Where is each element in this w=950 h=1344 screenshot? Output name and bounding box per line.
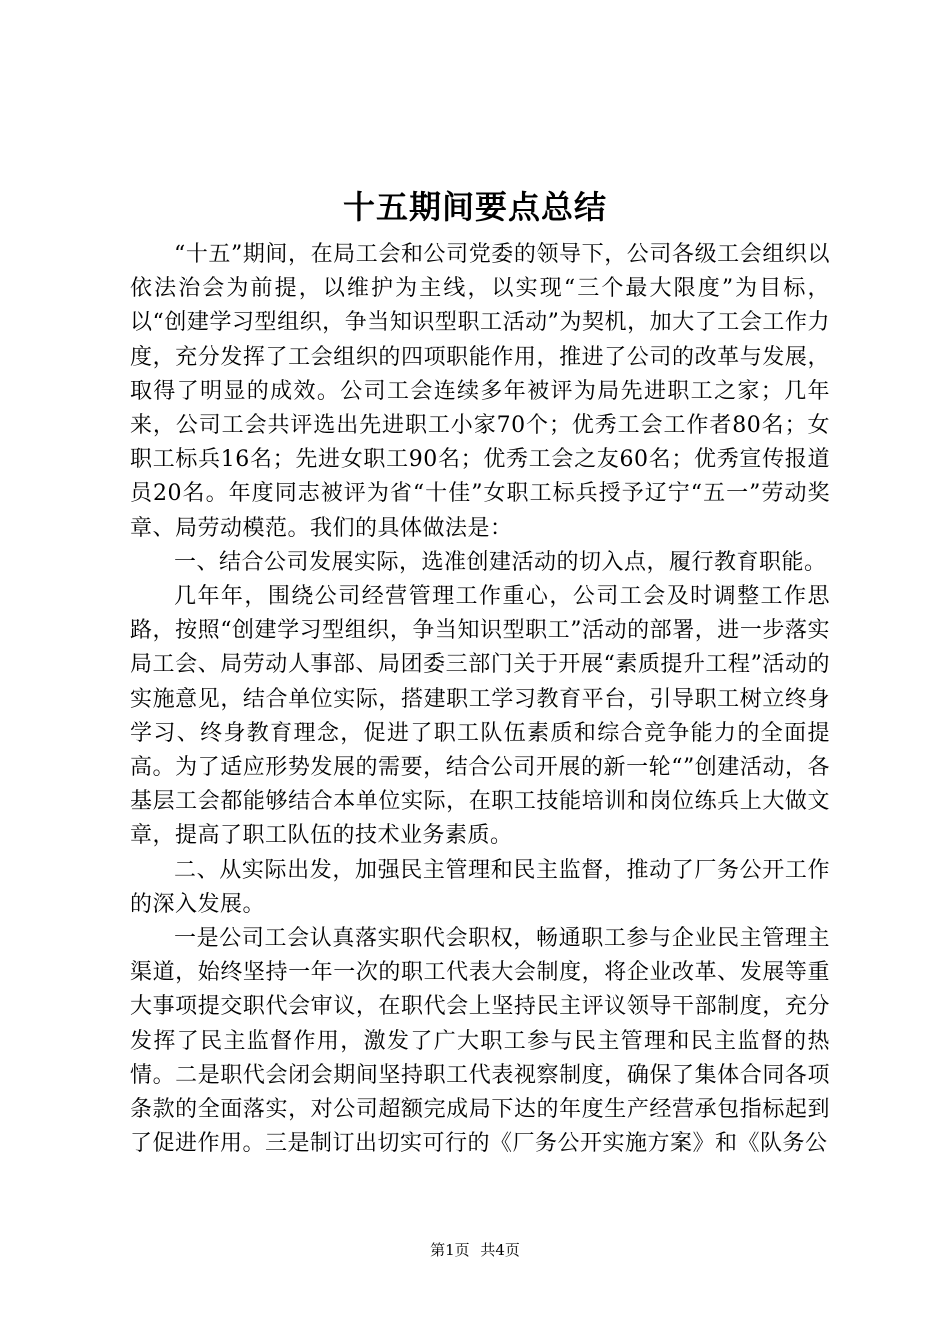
paragraph-heading-2: 二、从实际出发，加强民主管理和民主监督，推动了厂务公开工作的深入发展。 [130,857,830,917]
page-footer [0,1238,950,1262]
paragraph-education: 几年年，围绕公司经营管理工作重心，公司工会及时调整工作思路，按照“创建学习型组织，争当知识型职工”活动的部署，进一步落实局工会、局劳动人事部、局团委三部门关于开展“素质提升工程”活动的实施意见，结合单位实际，搭建职工学习教育平台，引导职工树立终身学习、终身教育理念，促进了职工队伍素质和综合竞争能力的全面提高。为了适应形势发展的需要，结合公司开展的新一轮“”创建活动，各基层工会都能够结合本单位实际，在职工技能培训和岗位练兵上大做文章，提高了职工队伍的技术业务素质。 [130,584,830,849]
document-title: 十五期间要点总结 [342,188,607,226]
paragraph-heading-1: 一、结合公司发展实际，选准创建活动的切入点，履行教育职能。 [174,549,827,575]
paragraph-democracy: 一是公司工会认真落实职代会职权，畅通职工参与企业民主管理主渠道，始终坚持一年一次的职工代表大会制度，将企业改革、发展等重大事项提交职代会审议，在职代会上坚持民主评议领导干部制度，充分发挥了民主监督作用，激发了广大职工参与民主管理和民主监督的热情。二是职代会闭会期间坚持职工代表视察制度，确保了集体合同各项条款的全面落实，对公司超额完成局下达的年度生产经营承包指标起到了促进作用。三是制订出切实可行的《厂务公开实施方案》和《队务公 [130,926,830,1157]
page-total: 共4页 [480,1241,520,1259]
document-body [130,238,830,1161]
page-number: 第1页 [430,1241,470,1259]
paragraph-intro: “十五”期间，在局工会和公司党委的领导下，公司各级工会组织以依法治会为前提，以维护为主线，以实现“三个最大限度”为目标，以“创建学习型组织，争当知识型职工活动”为契机，加大了工会工作力度，充分发挥了工会组织的四项职能作用，推进了公司的改革与发展，取得了明显的成效。公司工会连续多年被评为局先进职工之家；几年来，公司工会共评选出先进职工小家70个；优秀工会工作者80名；女职工标兵16名；先进女职工90名；优秀工会之友60名；优秀宣传报道员20名。年度同志被评为省“十佳”女职工标兵授予辽宁“五一”劳动奖章、局劳动模范。我们的具体做法是： [130,242,830,541]
